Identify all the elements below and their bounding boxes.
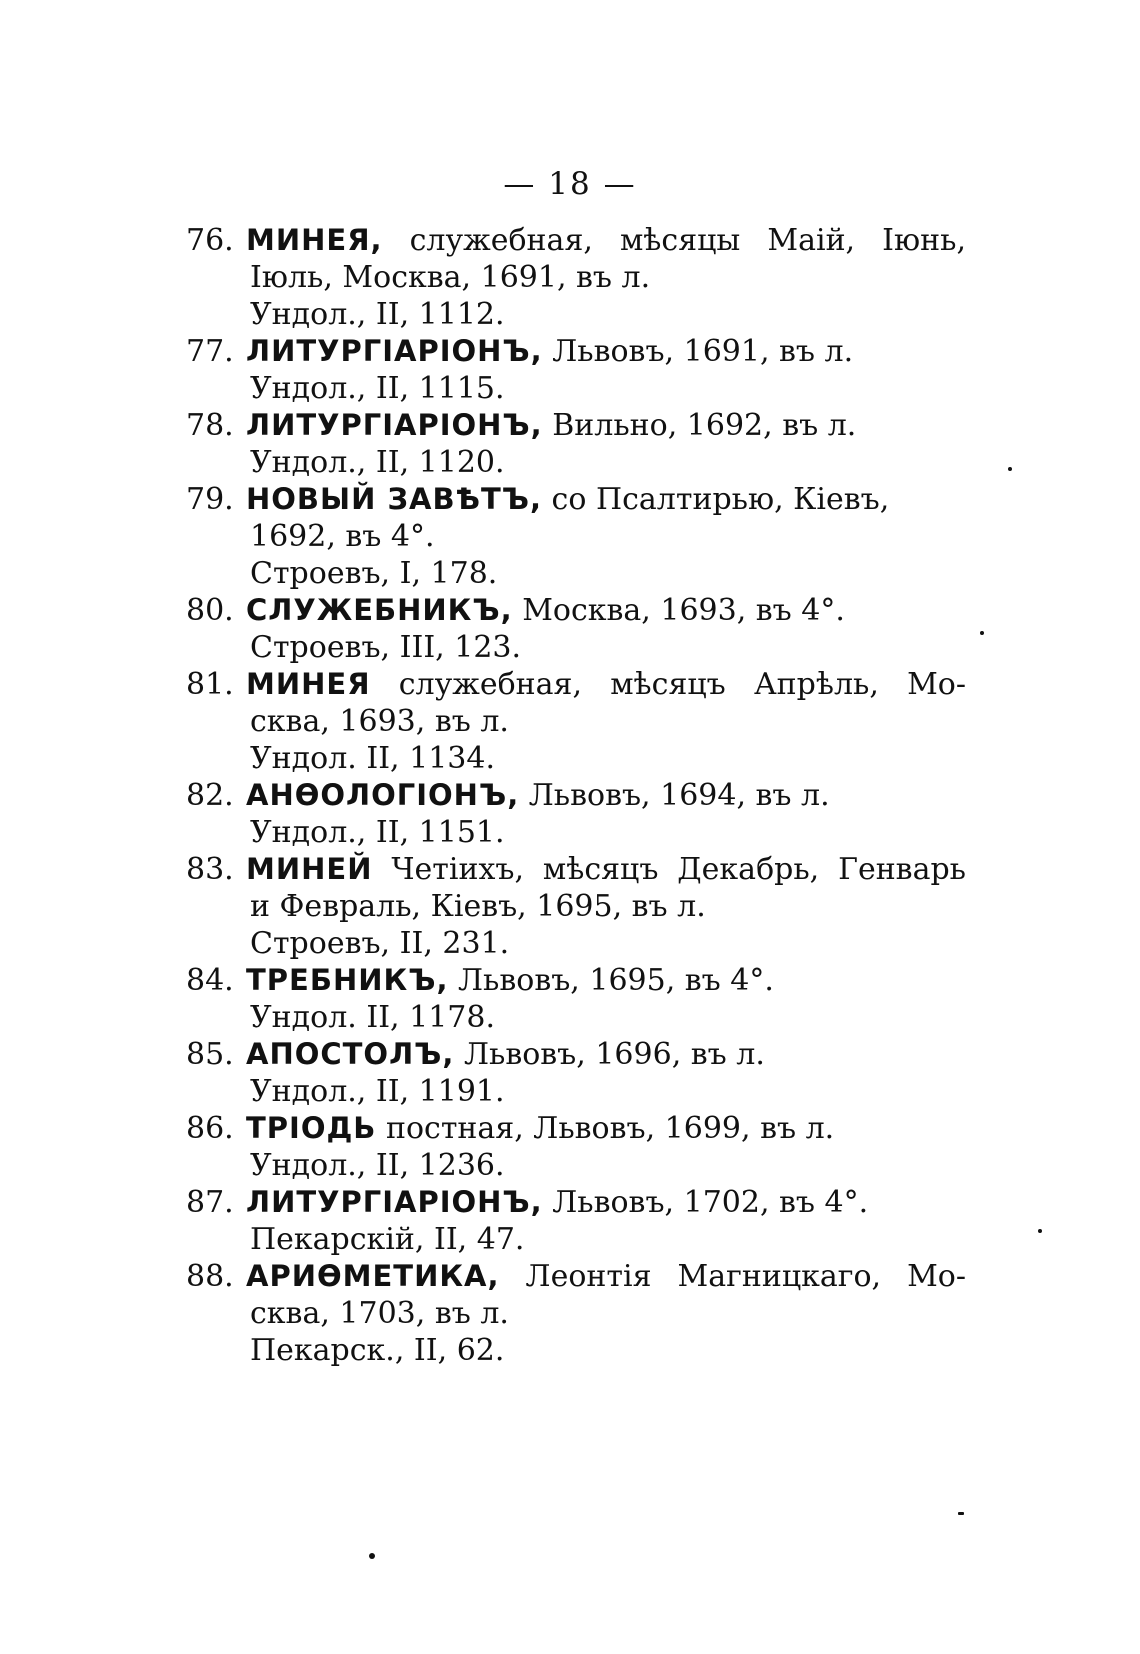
- catalog-entry: [186, 851, 966, 962]
- entry-text: Львовъ, 1695, въ 4°.: [448, 963, 774, 998]
- entry-title: СЛУЖЕБНИКЪ,: [246, 593, 513, 627]
- entry-reference: Строевъ, I, 178.: [250, 556, 498, 591]
- entry-line: 1692, въ 4°.: [250, 519, 435, 554]
- entry-reference: Ундол. II, 1178.: [250, 1000, 495, 1035]
- entry-reference: Ундол., II, 1191.: [250, 1074, 505, 1109]
- entry-text: служебная, мѣсяцъ Апрѣль, Мо-: [370, 667, 966, 702]
- entry-text: Львовъ, 1696, въ л.: [454, 1037, 765, 1072]
- entry-first-line: [186, 666, 966, 703]
- entry-line: и Февраль, Кіевъ, 1695, въ л.: [250, 889, 706, 924]
- catalog-entry: [186, 1184, 966, 1258]
- entry-line: сква, 1703, въ л.: [250, 1296, 509, 1331]
- entry-first-line: [186, 592, 966, 629]
- entry-first-line: [186, 1258, 966, 1295]
- entry-reference: Строевъ, II, 231.: [250, 926, 510, 961]
- catalog-entry: [186, 1036, 966, 1110]
- entry-title: МИНЕЯ: [246, 667, 371, 701]
- scan-speck: [958, 1512, 964, 1515]
- entry-title: МИНЕЙ: [246, 852, 373, 886]
- entry-reference: Пекарскій, II, 47.: [250, 1222, 525, 1257]
- entry-title: НОВЫЙ ЗАВѢТЪ,: [246, 482, 543, 516]
- entry-number: 85.: [186, 1037, 234, 1072]
- entry-line: сква, 1693, въ л.: [250, 704, 509, 739]
- entry-title: ТРІОДЬ: [246, 1111, 377, 1145]
- scan-speck: [1008, 467, 1012, 471]
- entry-text: Львовъ, 1694, въ л.: [519, 778, 830, 813]
- entry-first-line: [186, 333, 966, 370]
- entry-first-line: [186, 481, 966, 518]
- entry-text: служебная, мѣсяцы Маій, Іюнь,: [382, 223, 966, 258]
- entry-title: АРИѲМЕТИКА,: [246, 1259, 500, 1293]
- entry-text: Москва, 1693, въ 4°.: [512, 593, 845, 628]
- entry-text: Четіихъ, мѣсяцъ Декабрь, Генварь: [372, 852, 966, 887]
- entry-title: ЛИТУРГІАРІОНЪ,: [246, 1185, 543, 1219]
- entry-number: 79.: [186, 482, 234, 517]
- entry-number: 88.: [186, 1259, 234, 1294]
- catalog-entry: [186, 1258, 966, 1369]
- entry-text: Леонтія Магницкаго, Мо-: [499, 1259, 966, 1294]
- entry-first-line: [186, 1110, 966, 1147]
- scan-speck: [1038, 1229, 1042, 1233]
- entry-title: ТРЕБНИКЪ,: [246, 963, 449, 997]
- entry-text: постная, Львовъ, 1699, въ л.: [376, 1111, 835, 1146]
- catalog-entry: [186, 407, 966, 481]
- catalog-entry: [186, 333, 966, 407]
- entry-reference: Ундол., II, 1115.: [250, 371, 505, 406]
- catalog-entry: [186, 666, 966, 777]
- scan-speck: [980, 631, 984, 635]
- entry-number: 81.: [186, 667, 234, 702]
- entry-text: со Псалтирью, Кіевъ,: [542, 482, 890, 517]
- entry-number: 78.: [186, 408, 234, 443]
- entry-first-line: [186, 1036, 966, 1073]
- entry-reference: Ундол. II, 1134.: [250, 741, 495, 776]
- entry-number: 82.: [186, 778, 234, 813]
- entry-reference: Пекарск., II, 62.: [250, 1333, 505, 1368]
- entry-text: Львовъ, 1702, въ 4°.: [542, 1185, 869, 1220]
- entry-first-line: [186, 1184, 966, 1221]
- entry-first-line: [186, 407, 966, 444]
- entry-reference: Ундол., II, 1120.: [250, 445, 505, 480]
- entry-first-line: [186, 851, 966, 888]
- entry-number: 77.: [186, 334, 234, 369]
- entry-number: 83.: [186, 852, 234, 887]
- entry-number: 76.: [186, 223, 234, 258]
- scan-speck: [369, 1553, 375, 1559]
- entry-title: ЛИТУРГІАРІОНЪ,: [246, 408, 543, 442]
- catalog-entry: [186, 1110, 966, 1184]
- entry-number: 87.: [186, 1185, 234, 1220]
- page-number: — 18 —: [503, 166, 637, 202]
- entry-title: ЛИТУРГІАРІОНЪ,: [246, 334, 543, 368]
- entry-first-line: [186, 962, 966, 999]
- catalog-entry: [186, 962, 966, 1036]
- entry-first-line: [186, 222, 966, 259]
- entry-text: Вильно, 1692, въ л.: [542, 408, 857, 443]
- entry-number: 80.: [186, 593, 234, 628]
- catalog-entry: [186, 222, 966, 333]
- entry-title: МИНЕЯ,: [246, 223, 383, 257]
- entry-first-line: [186, 777, 966, 814]
- entry-line: Іюль, Москва, 1691, въ л.: [250, 260, 651, 295]
- entry-title: АПОСТОЛЪ,: [246, 1037, 455, 1071]
- entry-title: АНѲОЛОГІОНЪ,: [246, 778, 520, 812]
- entry-reference: Ундол., II, 1112.: [250, 297, 505, 332]
- catalog-entry: [186, 777, 966, 851]
- entry-reference: Ундол., II, 1236.: [250, 1148, 505, 1183]
- catalog-entry: [186, 481, 966, 592]
- entry-text: Львовъ, 1691, въ л.: [542, 334, 854, 369]
- catalog-entries: [186, 222, 966, 1369]
- catalog-entry: [186, 592, 966, 666]
- entry-reference: Строевъ, III, 123.: [250, 630, 522, 665]
- entry-reference: Ундол., II, 1151.: [250, 815, 505, 850]
- entry-number: 86.: [186, 1111, 234, 1146]
- entry-number: 84.: [186, 963, 234, 998]
